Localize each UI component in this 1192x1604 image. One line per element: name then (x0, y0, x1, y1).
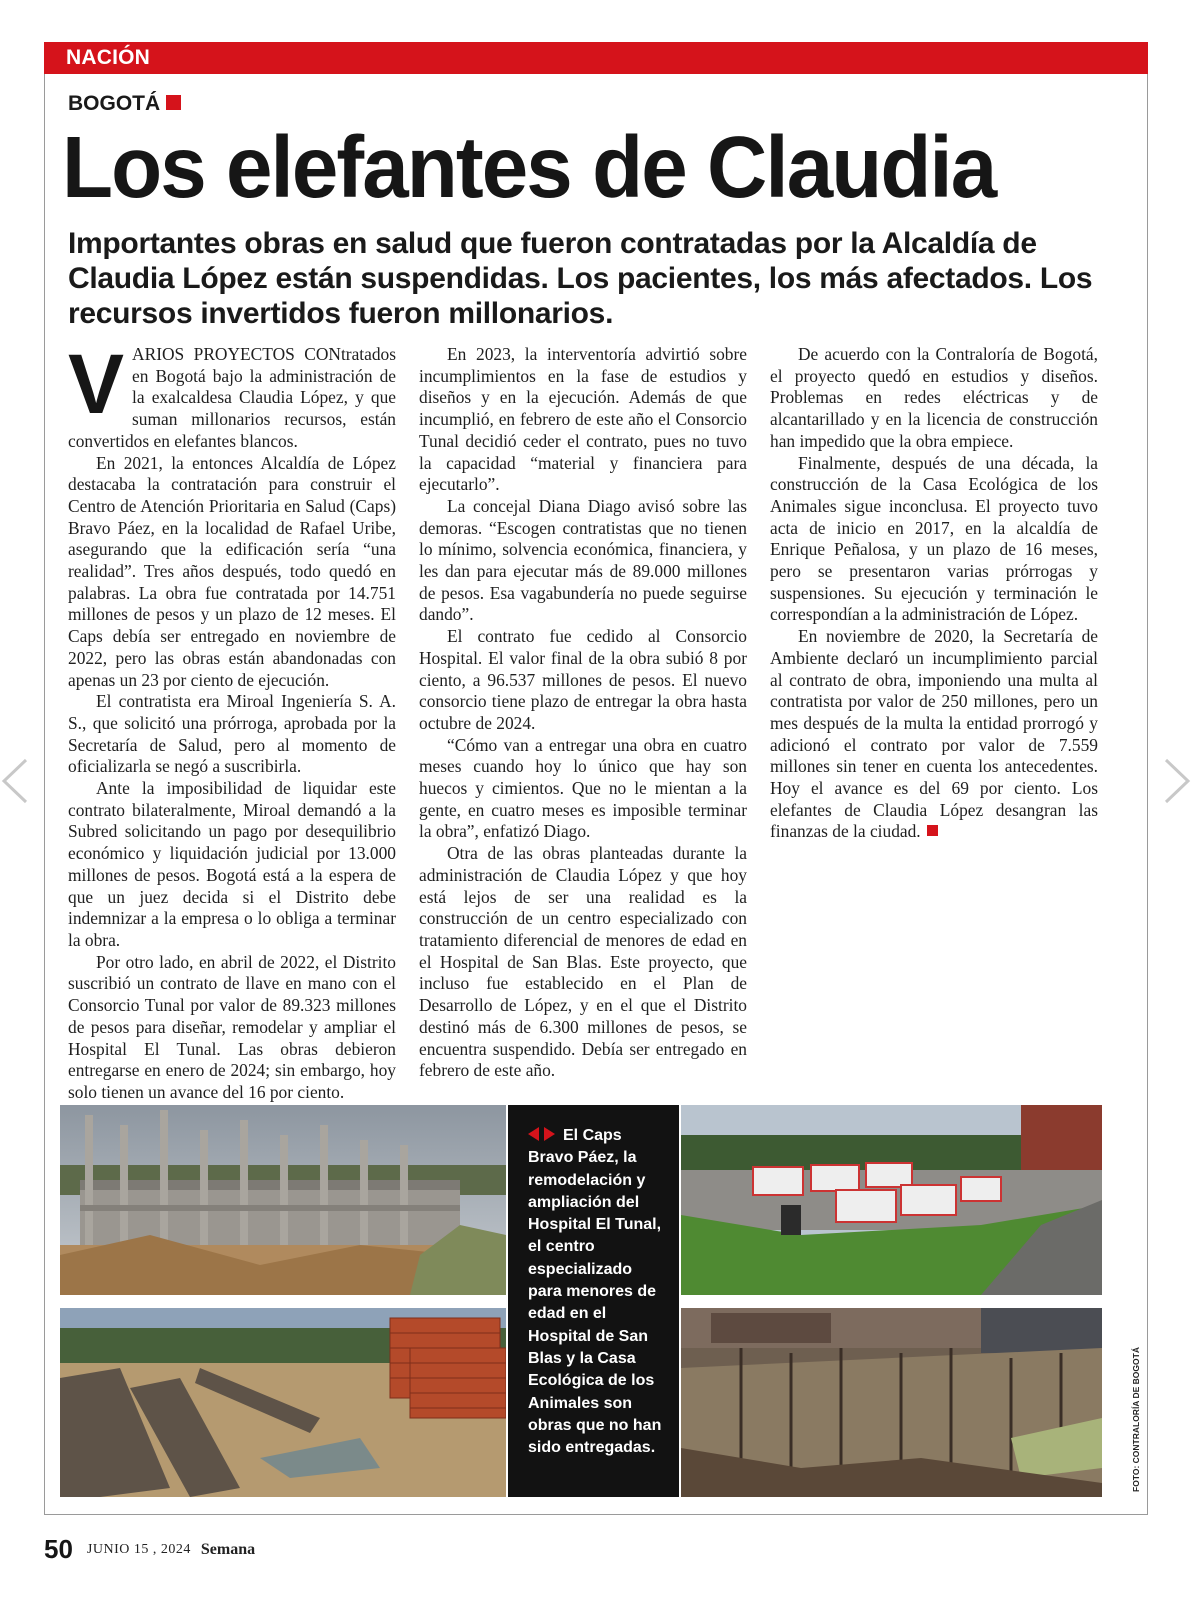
drop-cap: V (68, 337, 125, 431)
article-paragraph: “Cómo van a entregar una obra en cuatro meses cuando hoy lo único que hay son huecos y cimientos. Que no le mientan a la gente, en cuatro meses es imposible terminar la obra”, enfatizó Diago. (419, 734, 747, 842)
article-paragraph: De acuerdo con la Contraloría de Bogotá, el proyecto quedó en estudios y diseños. Problemas en redes eléctricas y de alcantarillado y en la licencia de construcción han impedido que la obra empiece. (770, 344, 1098, 451)
kicker-label: BOGOTÁ (68, 92, 161, 115)
kicker (68, 92, 181, 116)
photo-hospital-parking (681, 1105, 1102, 1295)
article-paragraph: En noviembre de 2020, la Secretaría de Ambiente declaró un incumplimiento parcial al contrato de obra, imponiendo una multa al contratista por valor de 250 millones, pero un mes después de la multa la entidad prorrogó y adicionó el contrato por valor de 7.559 millones sin tener en cuenta los antecedentes. Hoy el avance es del 69 por ciento. Los elefantes de Claudia López desangran las finanzas de la ciudad. (770, 626, 1098, 842)
article-paragraph: Finalmente, después de una década, la construcción de la Casa Ecológica de los Animales sigue inconclusa. El proyecto tuvo acta de inicio en 2017, en la alcaldía de Enrique Peñalosa, y un plazo de 16 meses, pero se presentaron varias prórrogas y suspensiones. Su ejecución y terminación le correspondían a la administración de López. (770, 452, 1098, 625)
arrow-left-icon (528, 1127, 539, 1141)
article-column-2 (419, 344, 747, 1082)
article-paragraph: Ante la imposibilidad de liquidar este contrato bilateralmente, Miroal demandó a la Subred solicitando un pago por desequilibrio económico y liquidación judicial por 13.000 millones de pesos. Bogotá está a la espera de que un juez decida si el Distrito debe indemnizar a la empresa o lo obliga a terminar la obra. (68, 778, 396, 950)
article-column-3 (770, 344, 1098, 843)
article-column-1 (68, 337, 396, 1104)
section-label: NACIÓN (44, 42, 1148, 74)
article-paragraph: El contratista era Miroal Ingeniería S. A. S., que solicitó una prórroga, aprobada por la Secretaría de Salud, pero al momento de oficializarla se negó a suscribirla. (68, 691, 396, 777)
photo-san-blas-site (60, 1308, 506, 1497)
article-paragraph: VARIOS PROYECTOS CONtratados en Bogotá bajo la administración de la exalcaldesa Claudia López, y que suman millonarios recursos, están convertidos en elefantes blancos. (68, 337, 396, 451)
arrow-right-icon (544, 1127, 555, 1141)
photo-caps-bravo-paez (60, 1105, 506, 1295)
chevron-right-icon[interactable] (1162, 758, 1192, 804)
article-paragraph: En 2021, la entonces Alcaldía de López destacaba la contratación para construir el Centro de Atención Prioritaria en Salud (Caps) Bravo Páez, en la localidad de Rafael Uribe, asegurando que la edificación sería “una realidad”. Tres años después, todo quedó en palabras. La obra fue contratada por 14.751 millones de pesos y un plazo de 12 meses. El Caps debía ser entregado en noviembre de 2022, pero las obras están abandonadas con apenas un 23 por ciento de ejecución. (68, 452, 396, 690)
magazine-name: Semana (200, 1540, 256, 1558)
article-paragraph: La concejal Diana Diago avisó sobre las demoras. “Escogen contratistas que no tienen lo mínimo, solvencia económica, financiera, y les dan para ejecutar más de 89.000 millones de pesos. Esa vagabundería no puede seguirse dando”. (419, 495, 747, 625)
article-paragraph: Por otro lado, en abril de 2022, el Distrito suscribió un contrato de llave en mano con el Consorcio Tunal por valor de 89.323 millones de pesos para diseñar, remodelar y ampliar el Hospital El Tunal. Las obras debieron entregarse en enero de 2024; sin embargo, hoy solo tienen un avance del 16 por ciento. (68, 951, 396, 1102)
deck: Importantes obras en salud que fueron contratadas por la Alcaldía de Claudia López están suspendidas. Los pacientes, los más afectados. Los recursos invertidos fueron millonarios. (68, 227, 1093, 330)
article-paragraph: Otra de las obras planteadas durante la administración de Claudia López y que hoy está lejos de ser una realidad es la construcción de un centro especializado con tratamiento diferencial de menores de edad en el Hospital de San Blas. Este proyecto, que incluso fue establecido en el Plan de Desarrollo de López, y en el que el Distrito destinó más de 6.300 millones de pesos, se encuentra suspendido. Debía ser entregado en febrero de este año. (419, 843, 747, 1081)
article-paragraph: En 2023, la interventoría advirtió sobre incumplimientos en la fase de estudios y diseños y en la ejecución. Además de que incumplió, en febrero de este año el Consorcio Tunal decidió ceder el contrato, pues no tuvo la capacidad “material y financiera para ejecutarlo”. (419, 344, 747, 495)
issue-date: JUNIO 15 , 2024 (86, 1541, 191, 1557)
end-mark-icon (927, 825, 938, 836)
page-footer (44, 1534, 255, 1565)
photo-credit: FOTO: CONTRALORÍA DE BOGOTÁ (1131, 1347, 1141, 1492)
page-number: 50 (44, 1534, 73, 1564)
headline: Los elefantes de Claudia (62, 119, 996, 216)
article-paragraph: El contrato fue cedido al Consorcio Hospital. El valor final de la obra subió 8 por ciento, a 96.537 millones de pesos. El nuevo consorcio tiene plazo de entregar la obra hasta octubre de 2024. (419, 626, 747, 733)
photo-casa-ecologica-site (681, 1308, 1102, 1497)
photo-caption: El Caps Bravo Páez, la remodelación y ampliación del Hospital El Tunal, el centro especializado para menores de edad en el Hospital de San Blas y la Casa Ecológica de los Animales son obras que no han sido entregadas. (528, 1127, 662, 1457)
kicker-square-icon (166, 95, 181, 110)
chevron-left-icon[interactable] (0, 758, 30, 804)
